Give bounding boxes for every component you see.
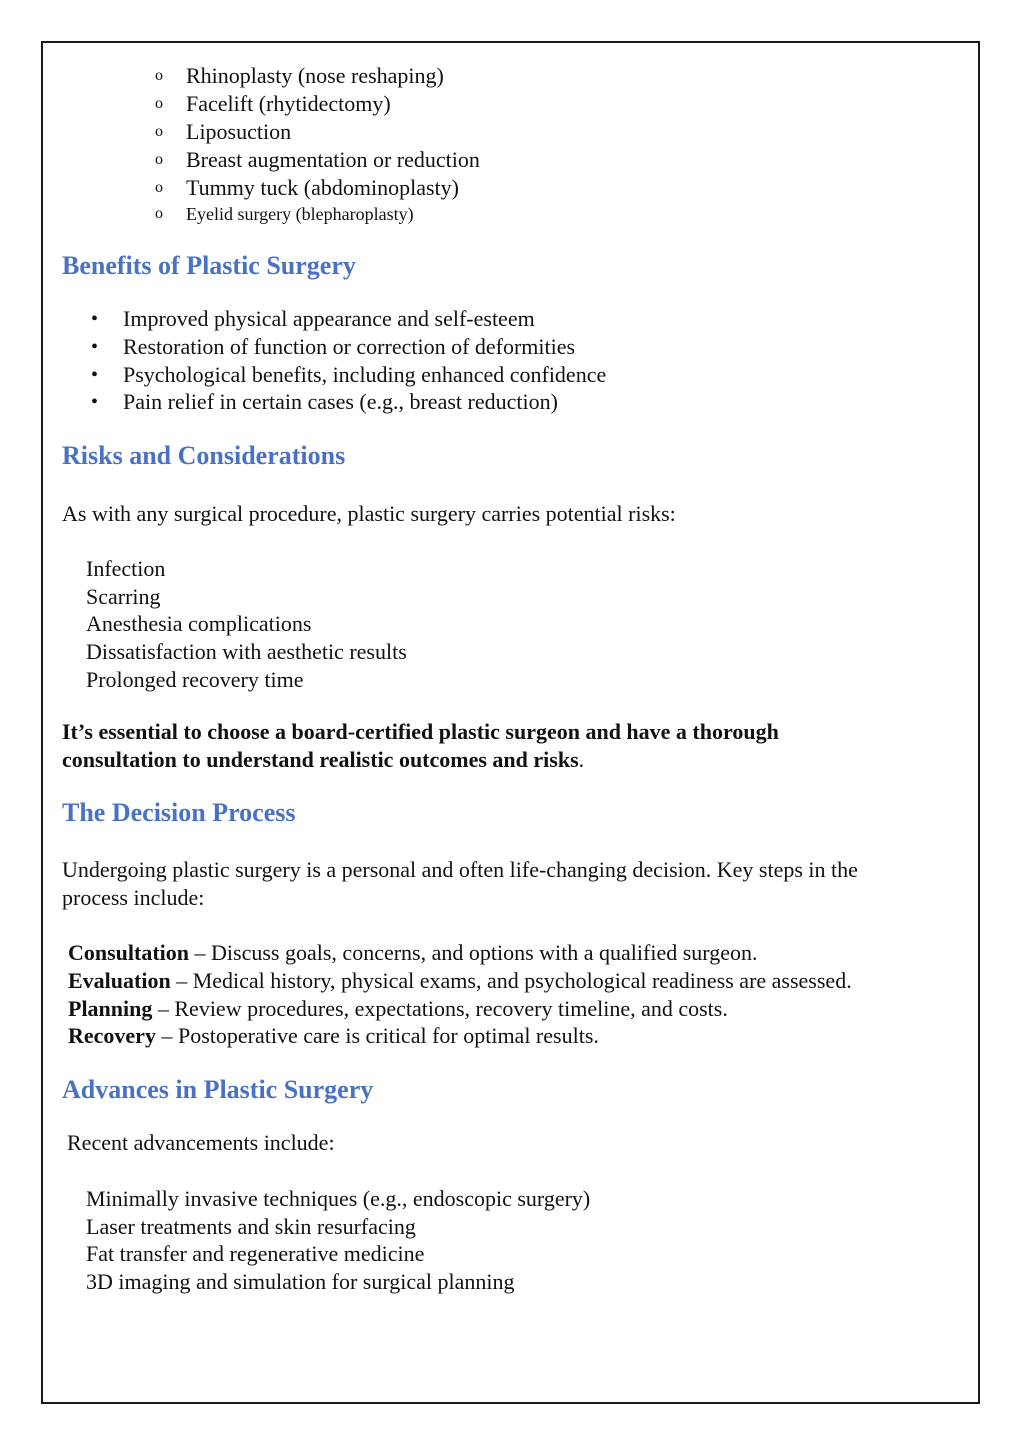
list-item: Tummy tuck (abdominoplasty) xyxy=(186,175,459,200)
bullet: • xyxy=(91,308,99,330)
step-term: Consultation xyxy=(68,940,190,965)
circle-bullet: o xyxy=(155,151,163,168)
step-desc: – Review procedures, expectations, recovery timeline, and costs. xyxy=(152,996,728,1021)
list-item: Infection xyxy=(86,556,166,581)
risks-note-continued xyxy=(62,746,584,774)
step-desc: – Medical history, physical exams, and psychological readiness are assessed. xyxy=(170,968,852,993)
circle-bullet: o xyxy=(155,205,163,222)
list-item: Eyelid surgery (blepharoplasty) xyxy=(186,204,414,224)
step-term: Recovery xyxy=(68,1023,156,1048)
list-item: Dissatisfaction with aesthetic results xyxy=(86,639,407,664)
section-heading-benefits: Benefits of Plastic Surgery xyxy=(62,251,356,280)
circle-bullet: o xyxy=(155,123,163,140)
step-planning xyxy=(68,995,728,1023)
list-item: Scarring xyxy=(86,584,161,609)
risks-intro: As with any surgical procedure, plastic surgery carries potential risks: xyxy=(62,501,676,526)
step-term: Evaluation xyxy=(68,968,171,993)
list-item: Minimally invasive techniques (e.g., endoscopic surgery) xyxy=(86,1186,591,1211)
list-item: Facelift (rhytidectomy) xyxy=(186,91,391,116)
section-heading-risks: Risks and Considerations xyxy=(62,441,346,470)
section-heading-advances: Advances in Plastic Surgery xyxy=(62,1075,374,1104)
circle-bullet: o xyxy=(155,179,163,196)
bullet: • xyxy=(91,364,99,386)
step-evaluation xyxy=(68,967,852,995)
list-item: Anesthesia complications xyxy=(86,611,312,636)
risks-note xyxy=(62,718,779,746)
bullet: • xyxy=(91,336,99,358)
list-item: Fat transfer and regenerative medicine xyxy=(86,1241,425,1266)
list-item: Pain relief in certain cases (e.g., breast reduction) xyxy=(123,389,558,414)
risks-note-line1: It’s essential to choose a board-certified plastic surgeon and have a thorough xyxy=(62,719,779,744)
advances-intro: Recent advancements include: xyxy=(67,1130,335,1155)
list-item: Rhinoplasty (nose reshaping) xyxy=(186,63,444,88)
list-item: 3D imaging and simulation for surgical planning xyxy=(86,1269,515,1294)
list-item: Laser treatments and skin resurfacing xyxy=(86,1214,416,1239)
circle-bullet: o xyxy=(155,67,163,84)
circle-bullet: o xyxy=(155,95,163,112)
section-heading-decision: The Decision Process xyxy=(62,798,296,827)
risks-note-line2: consultation to understand realistic outcomes and risks xyxy=(62,747,579,772)
step-desc: – Postoperative care is critical for optimal results. xyxy=(155,1023,599,1048)
step-consultation xyxy=(68,939,758,967)
list-item: Breast augmentation or reduction xyxy=(186,147,480,172)
step-desc: – Discuss goals, concerns, and options with a qualified surgeon. xyxy=(189,940,758,965)
list-item: Restoration of function or correction of deformities xyxy=(123,334,576,359)
step-term: Planning xyxy=(68,996,153,1021)
list-item: Psychological benefits, including enhanced confidence xyxy=(123,362,607,387)
list-item: Liposuction xyxy=(186,119,292,144)
list-item: Improved physical appearance and self-esteem xyxy=(123,306,535,331)
bullet: • xyxy=(91,391,99,413)
decision-intro-line2: process include: xyxy=(62,885,205,910)
step-recovery xyxy=(68,1022,599,1050)
list-item: Prolonged recovery time xyxy=(86,667,304,692)
decision-intro-line1: Undergoing plastic surgery is a personal and often life-changing decision. Key steps in the xyxy=(62,857,858,882)
risks-note-period: . xyxy=(578,747,585,772)
